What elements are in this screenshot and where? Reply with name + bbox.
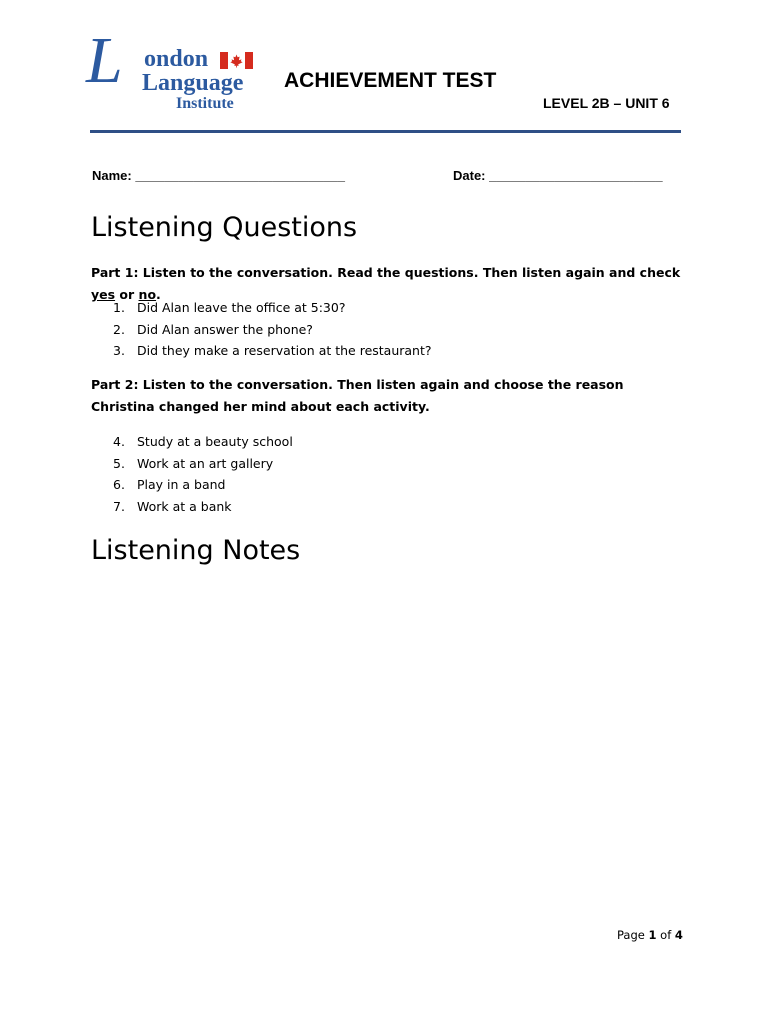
logo-line-institute: Institute [176,95,234,112]
item-text: Study at a beauty school [137,434,293,449]
list-item [91,453,293,475]
item-text: Work at an art gallery [137,455,274,471]
listening-notes-heading: Listening Notes [91,535,301,566]
item-text: Did they make a reservation at the restaurant? [137,343,432,359]
item-number: 7. [113,499,125,515]
item-number: 5. [113,455,125,471]
date-field[interactable]: Date: ________________________ [453,168,663,183]
part1-yes: yes [91,287,116,302]
logo-initial: L [86,24,123,97]
list-item [91,340,432,362]
canada-flag-icon [220,52,253,69]
item-number: 4. [113,434,125,449]
item-text: Did Alan answer the phone? [137,321,313,337]
item-text: Play in a band [137,477,226,493]
item-number: 6. [113,477,125,493]
item-number: 3. [113,343,125,359]
list-item [91,496,293,518]
part1-question-list [91,297,432,362]
part1-period: . [156,287,161,302]
item-text: Did Alan leave the office at 5:30? [137,300,346,315]
list-item [91,319,432,341]
page-number [617,930,683,942]
list-item [91,297,432,319]
name-field[interactable]: Name: _____________________________ [92,168,346,183]
part2-instructions: Part 2: Listen to the conversation. Then listen again and choose the reason Christina changed her mind about each activity. [91,377,624,414]
logo-line-language: Language [142,70,244,96]
document-title: ACHIEVEMENT TEST [284,69,497,92]
item-text: Work at a bank [137,499,232,515]
page-current: 1 [648,928,657,942]
part1-text: Part 1: Listen to the conversation. Read the questions. Then listen again and check [91,265,681,280]
level-unit-label: LEVEL 2B – UNIT 6 [543,95,670,111]
part1-no: no [138,287,157,302]
item-number: 2. [113,321,125,337]
page-of: of [660,928,672,942]
part1-or: or [115,287,139,302]
list-item [91,474,293,496]
page-word: Page [617,928,645,942]
part2-question-list [91,431,293,518]
page-total: 4 [674,928,683,942]
list-item [91,431,293,453]
listening-questions-heading: Listening Questions [91,212,358,243]
item-number: 1. [113,300,125,315]
header-divider [90,130,681,133]
logo-line-london: ondon [144,46,209,72]
